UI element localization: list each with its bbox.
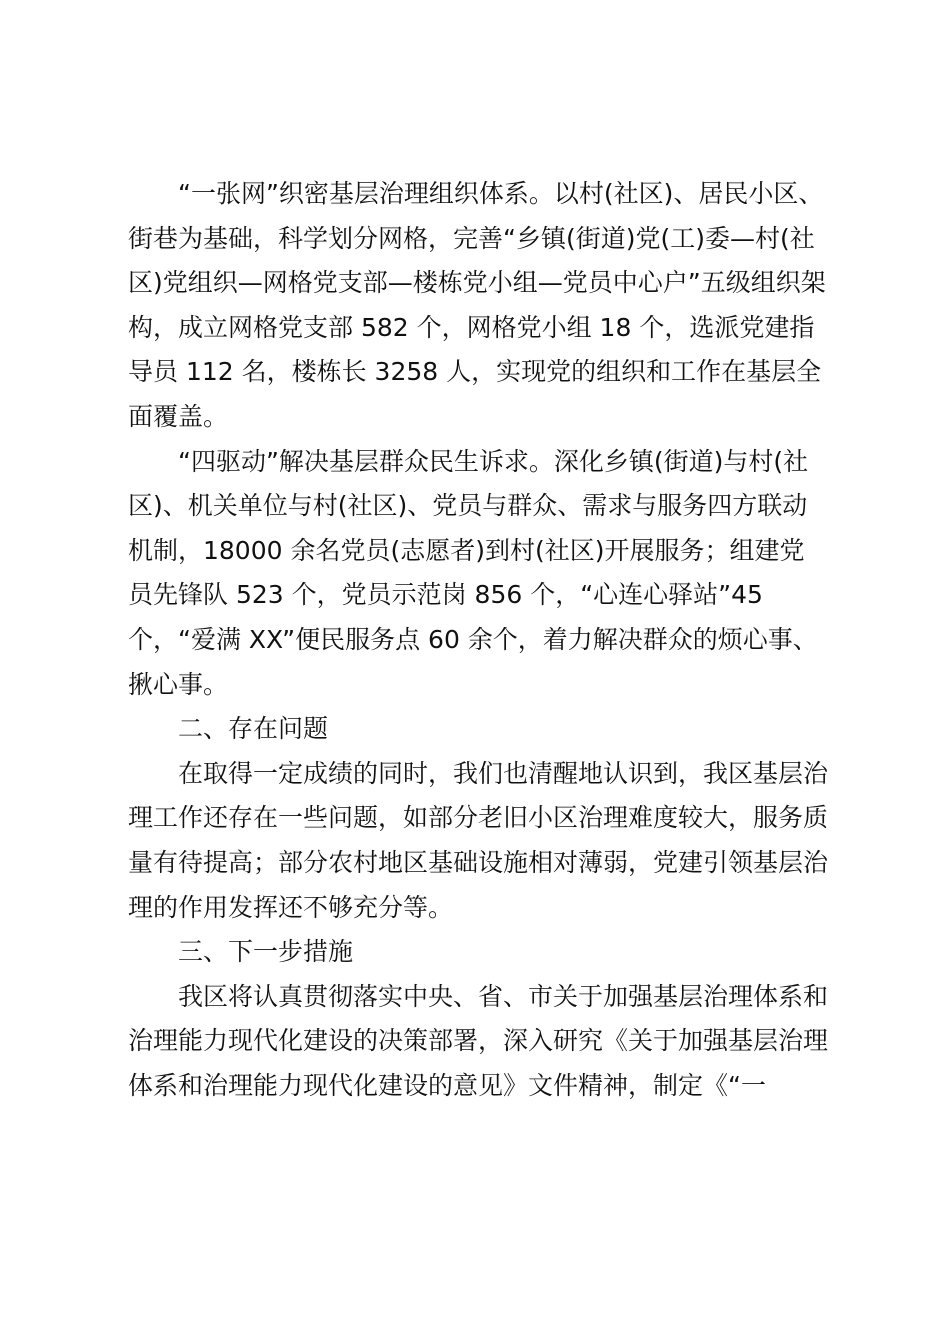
- paragraph-grid-system: “一张网”织密基层治理组织体系。以村(社区)、居民小区、街巷为基础，科学划分网格，完善“乡镇(街道)党(工)委—村(社区)党组织—网格党支部—楼栋党小组—党员中心户”五级组织架构，成立网格党支部 582 个，网格党小组 18 个，选派党建指导员 112 名，楼栋长 3258 人，实现党的组织和工作在基层全面覆盖。: [128, 179, 826, 431]
- paragraph-four-drives: “四驱动”解决基层群众民生诉求。深化乡镇(街道)与村(社区)、机关单位与村(社区)、党员与群众、需求与服务四方联动机制，18000 余名党员(志愿者)到村(社区)开展服务；组建党员先锋队 523 个，党员示范岗 856 个，“心连心驿站”45 个，“爱满 XX”便民服务点 60 余个，着力解决群众的烦心事、揪心事。: [128, 446, 818, 699]
- paragraph-problems: 在取得一定成绩的同时，我们也清醒地认识到，我区基层治理工作还存在一些问题，如部分老旧小区治理难度较大，服务质量有待提高；部分农村地区基础设施相对薄弱，党建引领基层治理的作用发挥还不够充分等。: [128, 758, 829, 922]
- paragraph-next-steps: 我区将认真贯彻落实中央、省、市关于加强基层治理体系和治理能力现代化建设的决策部署，深入研究《关于加强基层治理体系和治理能力现代化建设的意见》文件精神，制定《“一: [128, 981, 829, 1100]
- heading-problems: 二、存在问题: [178, 714, 329, 744]
- document-page: [128, 172, 828, 1108]
- heading-next-steps: 三、下一步措施: [178, 937, 354, 967]
